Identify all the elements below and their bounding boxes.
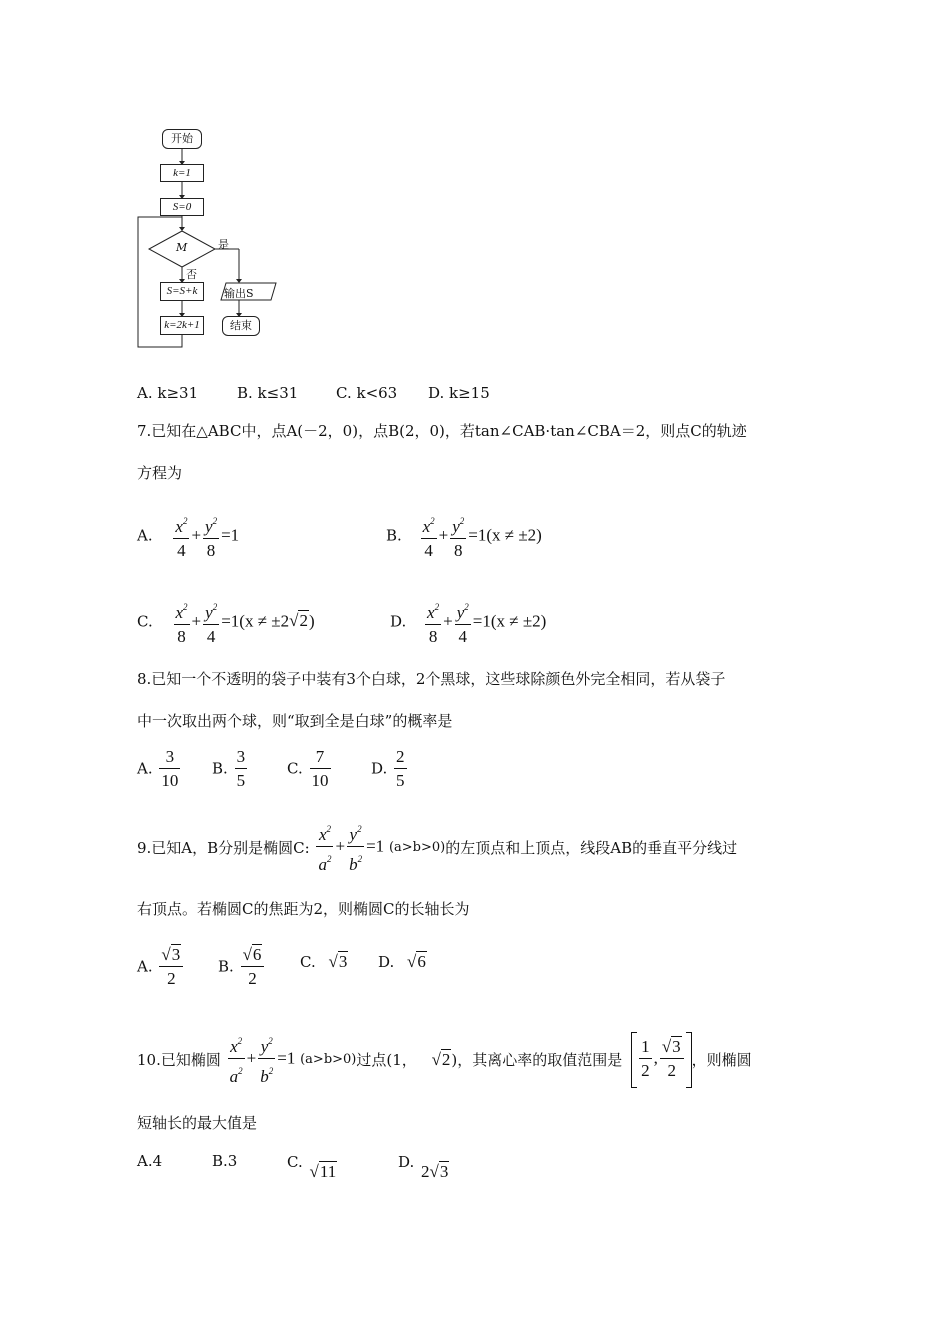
q8-option-b	[212, 746, 249, 793]
q10-option-c-label: C.	[287, 1153, 303, 1171]
flowchart-no-label: 否	[186, 268, 197, 281]
q9-option-a: A. $\frac{√3}{2}$	[137, 944, 185, 991]
q7-b-rhs: =1	[468, 525, 487, 545]
q7-option-a: A. $\frac{x^2}{4}$ + $\frac{y^2}{8}$ =1	[137, 510, 239, 563]
q7-option-c: C. $\frac{x^2}{8}$ + $\frac{y^2}{4}$ =1(x ≠ ±2√2)	[137, 596, 315, 649]
q8-c-den: 10	[311, 771, 329, 790]
q7-d-cond: (x ≠ ±2)	[490, 611, 547, 631]
q10-cond: (a>b>0)	[300, 1052, 357, 1067]
q7-b-cond: (x ≠ ±2)	[486, 525, 542, 545]
q7-option-d-label: D.	[390, 612, 407, 631]
flowchart-output: 输出S	[224, 287, 254, 300]
q10-stem-line2: 短轴长的最大值是	[137, 1114, 258, 1132]
q10-mid2: )，其离心率的取值范围是	[451, 1051, 623, 1069]
q8-option-d-label: D.	[371, 759, 388, 778]
q8-a-num: 3	[159, 746, 180, 769]
q8-option-d	[371, 746, 409, 793]
q10-d-coef: 2	[421, 1162, 430, 1181]
q9-b-den: 2	[248, 969, 257, 988]
flowchart-yes-label: 是	[218, 238, 229, 251]
q7-stem-line2: 方程为	[137, 464, 183, 482]
q10-option-c: C. √11	[287, 1153, 337, 1181]
q10-a-value: 4	[152, 1152, 163, 1170]
q8-c-num: 7	[310, 746, 331, 769]
flowchart-k-init: k=1	[160, 164, 204, 182]
q6-option-c: C. k<63	[336, 384, 398, 402]
q8-b-num: 3	[235, 746, 248, 769]
q9-option-c: C. √3	[300, 952, 348, 971]
q7-stem-line1: 7.已知在△ABC中，点A(－2，0)，点B(2，0)，若tan∠CAB·tan∠CBA＝2，则点C的轨迹	[137, 422, 747, 440]
q7-c-rhs: =1	[221, 611, 240, 631]
q9-option-d: D. √6	[378, 952, 426, 971]
q9-cond: (a>b>0)	[388, 840, 446, 855]
q10-stem-pre: 10.已知椭圆	[137, 1051, 221, 1069]
q10-mid1: 过点(1，	[356, 1051, 417, 1069]
q10-option-d: D. 2√3	[398, 1153, 449, 1181]
flowchart-start: 开始	[162, 129, 202, 149]
q9-option-c-label: C.	[300, 953, 316, 971]
q9-stem-line1: 9.已知A，B分别是椭圆C: $\frac{x^2}{a^2}$ + $\frac{y^2}{b^2}$ =1 (a>b>0)的左顶点和上顶点，线段AB的垂直平分线过	[137, 818, 737, 877]
q7-option-d: D. $\frac{x^2}{8}$ + $\frac{y^2}{4}$ =1(x ≠ ±2)	[390, 596, 546, 649]
flowchart-lines	[135, 125, 285, 355]
q8-b-den: 5	[236, 771, 246, 790]
q8-d-num: 2	[394, 746, 407, 769]
q10-c-rad: 11	[319, 1162, 337, 1181]
flowchart-condition: M	[176, 241, 188, 254]
q9-stem-line2: 右顶点。若椭圆C的焦距为2，则椭圆C的长轴长为	[137, 900, 470, 918]
q6-option-a: A. k≥31	[137, 384, 199, 402]
q9-stem-post: 的左顶点和上顶点，线段AB的垂直平分线过	[445, 839, 738, 857]
q8-stem-line2: 中一次取出两个球，则“取到全是白球”的概率是	[137, 712, 453, 730]
q7-d-rhs: =1	[472, 611, 491, 631]
q10-stem-line1: 10.已知椭圆 $\frac{x^2}{a^2}$ + $\frac{y^2}{b^2}$ =1 (a>b>0)过点(1， √2)，其离心率的取值范围是 $\frac{1}{2}$ , $\frac{√3}{2}$ ，则椭圆	[137, 1030, 752, 1089]
q8-option-c-label: C.	[287, 759, 303, 778]
q10-option-a	[137, 1152, 162, 1170]
q7-a-rhs: =1	[221, 525, 240, 545]
q8-option-a-label: A.	[137, 759, 153, 778]
q9-stem-pre: 9.已知A，B分别是椭圆C:	[137, 839, 310, 857]
q9-option-b-label: B.	[218, 957, 234, 976]
q7-option-b-label: B.	[386, 526, 402, 545]
q6-option-d: D. k≥15	[428, 384, 490, 402]
q6-option-b: B. k≤31	[237, 384, 299, 402]
q8-d-den: 5	[396, 771, 405, 790]
q8-option-a	[137, 746, 182, 793]
q7-option-a-label: A.	[137, 526, 153, 545]
q7-option-b: B. $\frac{x^2}{4}$ + $\frac{y^2}{8}$ =1(x ≠ ±2)	[386, 510, 542, 563]
q10-b-value: 3	[227, 1152, 238, 1170]
q10-d-rad: 3	[439, 1162, 449, 1181]
q8-option-c	[287, 746, 333, 793]
q9-b-rad: 6	[252, 945, 262, 964]
q8-option-b-label: B.	[212, 759, 228, 778]
q10-option-d-label: D.	[398, 1153, 415, 1171]
flowchart-end: 结束	[222, 316, 260, 336]
q8-stem-line1: 8.已知一个不透明的袋子中装有3个白球，2个黑球，这些球除颜色外完全相同，若从袋子	[137, 670, 726, 688]
q9-a-den: 2	[167, 969, 176, 988]
q9-option-d-label: D.	[378, 953, 395, 971]
q7-c-cond-pre: (x ≠ ±2	[239, 611, 290, 631]
q9-d-rad: 6	[417, 952, 426, 971]
q10-option-b	[212, 1152, 237, 1170]
q10-option-a-label: A.	[137, 1152, 153, 1170]
q10-option-b-label: B.	[212, 1152, 228, 1170]
flowchart-update-k: k=2k+1	[160, 316, 204, 335]
q10-stem-post: ，则椭圆	[691, 1051, 752, 1069]
flowchart-update-s: S=S+k	[160, 282, 204, 301]
q9-c-rad: 3	[338, 952, 348, 971]
q9-a-rad: 3	[171, 945, 181, 964]
q9-option-a-label: A.	[137, 957, 153, 976]
q7-c-cond-post: )	[308, 611, 315, 631]
q9-option-b: B. $\frac{√6}{2}$	[218, 944, 266, 991]
flowchart-s-init: S=0	[160, 198, 204, 216]
q8-a-den: 10	[161, 771, 179, 790]
q7-option-c-label: C.	[137, 612, 153, 631]
